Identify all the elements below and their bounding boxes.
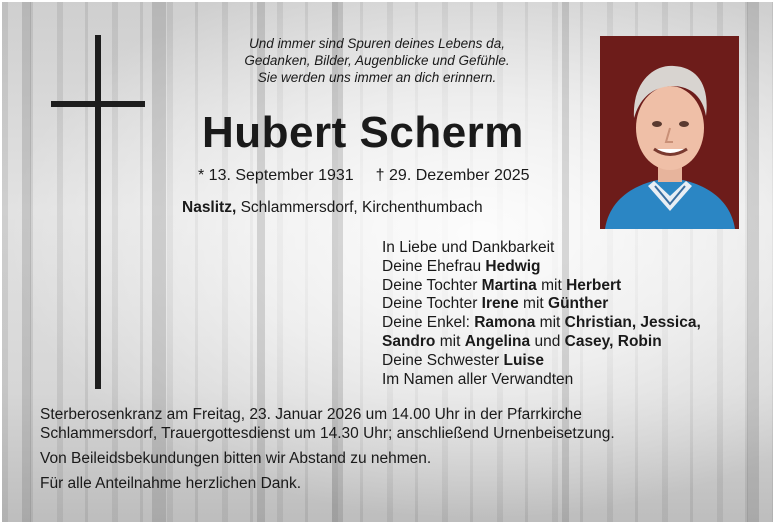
cross-icon-bar: [51, 101, 145, 107]
relative-name: Luise: [503, 351, 544, 369]
family-closing: Im Namen aller Verwandten: [382, 370, 574, 388]
relative-name: Günther: [548, 295, 609, 313]
verse-line: Und immer sind Spuren deines Lebens da,: [249, 36, 505, 51]
relative-name: Hedwig: [485, 257, 541, 275]
family-line: [382, 333, 701, 352]
text: Deine Tochter: [382, 295, 482, 313]
life-dates: [198, 167, 530, 185]
relative-name: Herbert: [566, 276, 622, 294]
service-line: Sterberosenkranz am Freitag, 23. Januar 2026 um 14.00 Uhr in der Pfarrkirche: [40, 406, 582, 423]
verse: [182, 35, 572, 86]
text: mit: [518, 295, 549, 313]
obituary-card: [2, 2, 773, 522]
family-line: [382, 295, 701, 314]
residence-village: Naslitz,: [182, 199, 237, 216]
verse-line: Gedanken, Bilder, Augenblicke und Gefühle.: [244, 53, 510, 68]
family-line: [382, 258, 701, 277]
condolence-note: Von Beileidsbekundungen bitten wir Abstand zu nehmen.: [40, 450, 432, 467]
relative-name: Angelina: [464, 332, 531, 350]
tree-trunk: [747, 2, 759, 522]
service-info: [40, 405, 615, 493]
relative-name: Irene: [481, 295, 519, 313]
text: mit: [435, 332, 465, 350]
text: mit: [536, 276, 567, 294]
birth-date: * 13. September 1931: [198, 167, 354, 184]
text: Deine Ehefrau: [382, 257, 486, 275]
relative-name: Sandro: [382, 332, 436, 350]
relative-name: Ramona: [474, 314, 536, 332]
text: Deine Schwester: [382, 351, 504, 369]
residence: [182, 199, 483, 217]
thanks-note: Für alle Anteilnahme herzlichen Dank.: [40, 475, 302, 492]
family-line: [382, 277, 701, 296]
text: Deine Tochter: [382, 276, 482, 294]
relative-name: Christian, Jessica,: [564, 314, 701, 332]
text: und: [530, 332, 565, 350]
family-line: [382, 314, 701, 333]
deceased-name: Hubert Scherm: [202, 108, 524, 157]
family-line: [382, 352, 701, 371]
text: Deine Enkel:: [382, 314, 475, 332]
portrait-illustration: [600, 36, 739, 229]
cross-icon: [95, 35, 101, 389]
residence-rest: Schlammersdorf, Kirchenthumbach: [236, 199, 483, 216]
family-intro: In Liebe und Dankbarkeit: [382, 239, 555, 256]
service-line: Schlammersdorf, Trauergottesdienst um 14.30 Uhr; anschließend Urnenbeisetzung.: [40, 425, 615, 442]
relative-name: Martina: [481, 276, 537, 294]
relative-name: Casey, Robin: [564, 332, 662, 350]
verse-line: Sie werden uns immer an dich erinnern.: [257, 70, 497, 85]
tree-trunk: [22, 2, 31, 522]
family-list: [382, 239, 701, 389]
portrait-photo: [600, 36, 739, 229]
text: mit: [535, 314, 565, 332]
death-date: † 29. Dezember 2025: [375, 167, 530, 184]
